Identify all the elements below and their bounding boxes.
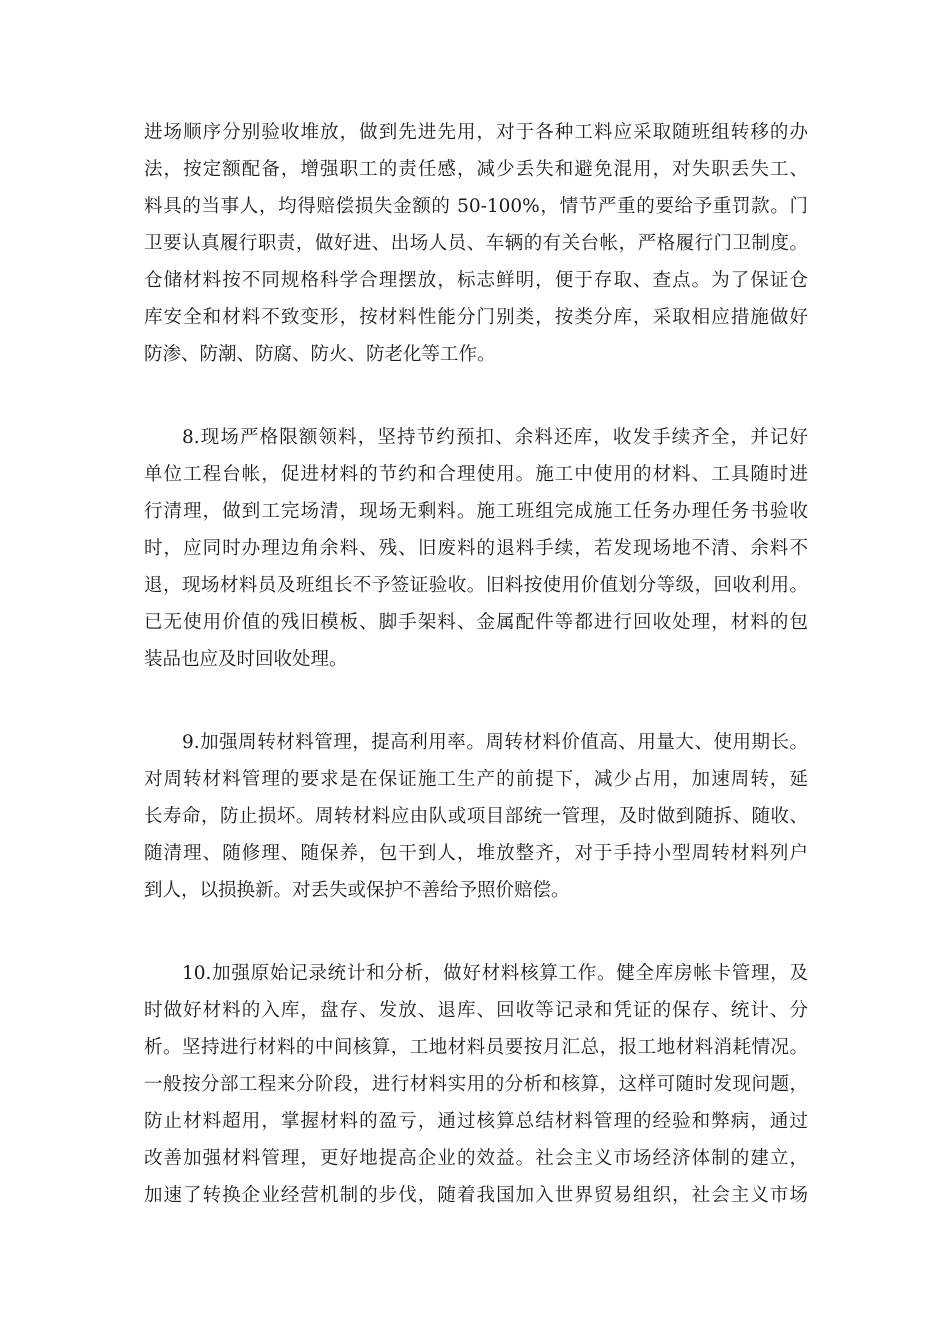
paragraph-item-8 xyxy=(144,419,808,678)
text-line: 行清理，做到工完场清，现场无剩料。施工班组完成施工任务办理任务书验收 xyxy=(144,501,808,522)
text-line: 装品也应及时回收处理。 xyxy=(144,649,348,670)
text-line: 单位工程台帐，促进材料的节约和合理使用。施工中使用的材料、工具随时进 xyxy=(144,464,808,485)
text-line: 到人，以损换新。对丢失或保护不善给予照价赔偿。 xyxy=(144,880,570,901)
text-line: 料具的当事人，均得赔偿损失金额的 50-100%，情节严重的要给予重罚款。门 xyxy=(144,196,808,217)
text-line: 对周转材料管理的要求是在保证施工生产的前提下，减少占用，加速周转，延 xyxy=(144,769,808,790)
text-line: 仓储材料按不同规格科学合理摆放，标志鲜明，便于存取、查点。为了保证仓 xyxy=(144,270,808,291)
text-line: 析。坚持进行材料的中间核算，工地材料员要按月汇总，报工地材料消耗情况。 xyxy=(144,1037,808,1058)
text-line: 退，现场材料员及班组长不予签证验收。旧料按使用价值划分等级，回收利用。 xyxy=(144,575,808,596)
text-line: 卫要认真履行职责，做好进、出场人员、车辆的有关台帐，严格履行门卫制度。 xyxy=(144,233,808,254)
text-line: 进场顺序分别验收堆放，做到先进先用，对于各种工料应采取随班组转移的办 xyxy=(144,122,808,143)
text-line: 随清理、随修理、随保养，包干到人，堆放整齐，对于手持小型周转材料列户 xyxy=(144,843,808,864)
document-page xyxy=(144,114,808,1260)
text-line: 8.现场严格限额领料，坚持节约预扣、余料还库，收发手续齐全，并记好 xyxy=(182,427,808,448)
text-line: 法，按定额配备，增强职工的责任感，减少丢失和避免混用，对失职丢失工、 xyxy=(144,159,808,180)
text-line: 库安全和材料不致变形，按材料性能分门别类，按类分库，采取相应措施做好 xyxy=(144,307,808,328)
text-line: 改善加强材料管理，更好地提高企业的效益。社会主义市场经济体制的建立， xyxy=(144,1148,808,1169)
text-line: 一般按分部工程来分阶段，进行材料实用的分析和核算，这样可随时发现问题， xyxy=(144,1074,808,1095)
text-line: 长寿命，防止损坏。周转材料应由队或项目部统一管理，及时做到随拆、随收、 xyxy=(144,806,808,827)
text-line: 已无使用价值的残旧模板、脚手架料、金属配件等都进行回收处理，材料的包 xyxy=(144,612,808,633)
text-line: 防止材料超用，掌握材料的盈亏，通过核算总结材料管理的经验和弊病，通过 xyxy=(144,1111,808,1132)
text-line: 时，应同时办理边角余料、残、旧废料的退料手续，若发现场地不清、余料不 xyxy=(144,538,808,559)
text-line: 加速了转换企业经营机制的步伐，随着我国加入世界贸易组织，社会主义市场 xyxy=(144,1185,808,1206)
paragraph-storage xyxy=(144,114,808,373)
text-line: 9.加强周转材料管理，提高利用率。周转材料价值高、用量大、使用期长。 xyxy=(182,732,808,753)
paragraph-item-9 xyxy=(144,724,808,909)
text-line: 10.加强原始记录统计和分析，做好材料核算工作。健全库房帐卡管理，及 xyxy=(182,963,808,984)
paragraph-item-10 xyxy=(144,955,808,1214)
text-line: 时做好材料的入库，盘存、发放、退库、回收等记录和凭证的保存、统计、分 xyxy=(144,1000,808,1021)
text-line: 防渗、防潮、防腐、防火、防老化等工作。 xyxy=(144,344,496,365)
